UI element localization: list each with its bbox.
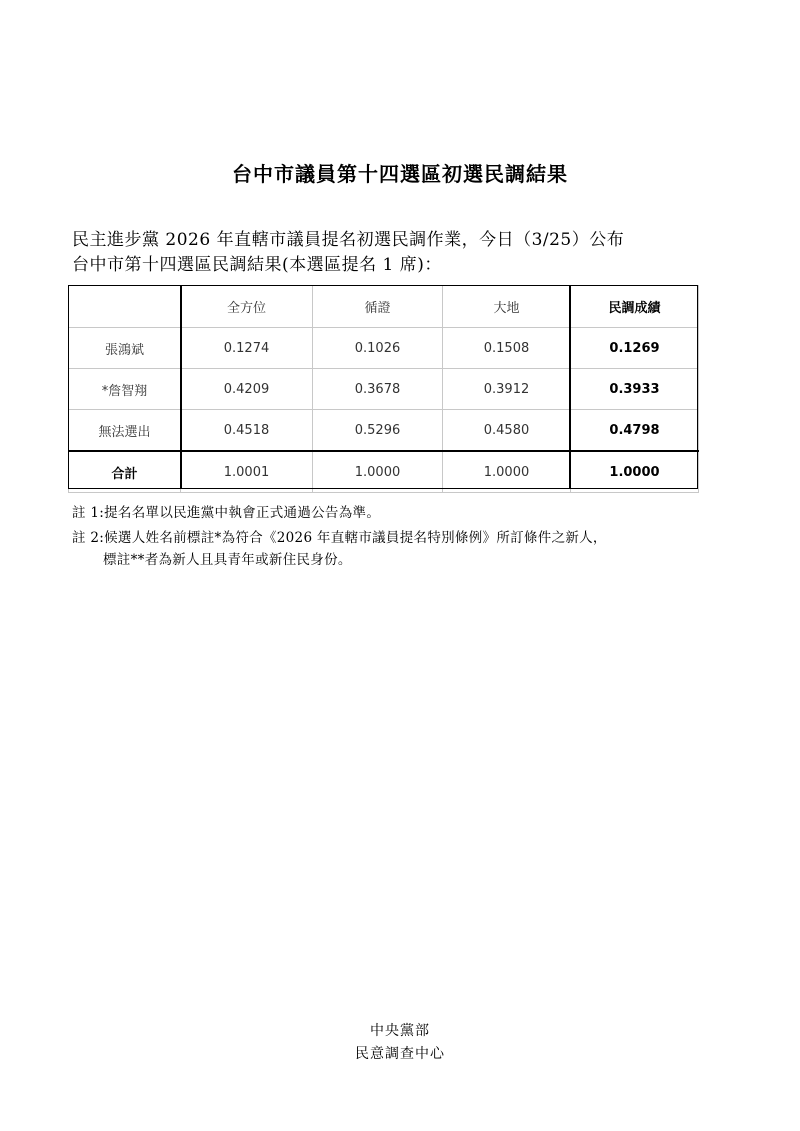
total-score-cell: 1.0000: [571, 451, 699, 493]
header-poll-score: 民調成績: [571, 286, 699, 328]
score-cell: 0.3933: [571, 369, 699, 410]
header-dadi: 大地: [443, 286, 571, 328]
table-total-row: [69, 451, 699, 493]
table-header-row: [69, 286, 699, 328]
candidate-name: *詹智翔: [69, 369, 181, 410]
table-row: [69, 328, 699, 369]
header-quanfangwei: 全方位: [181, 286, 313, 328]
total-value-cell: 1.0000: [443, 451, 571, 493]
table-row: [69, 410, 699, 452]
score-cell: 0.1269: [571, 328, 699, 369]
table-score-column-divider: [569, 285, 571, 489]
document-title: 台中市議員第十四選區初選民調結果: [232, 162, 568, 186]
value-cell: 0.1274: [181, 328, 313, 369]
value-cell: 0.1026: [313, 328, 443, 369]
footer-department: 中央黨部: [370, 1023, 430, 1039]
value-cell: 0.4518: [181, 410, 313, 452]
candidate-name: 無法選出: [69, 410, 181, 452]
header-empty-cell: [69, 286, 181, 328]
total-label: 合計: [69, 451, 181, 493]
value-cell: 0.3912: [443, 369, 571, 410]
value-cell: 0.1508: [443, 328, 571, 369]
total-value-cell: 1.0001: [181, 451, 313, 493]
note-2-line-2: 標註**者為新人且具青年或新住民身份。: [103, 552, 352, 568]
intro-line-1: 民主進步黨 2026 年直轄市議員提名初選民調作業，今日（3/25）公布: [72, 230, 625, 250]
table-row: [69, 369, 699, 410]
total-value-cell: 1.0000: [313, 451, 443, 493]
candidate-name: 張鴻斌: [69, 328, 181, 369]
value-cell: 0.4580: [443, 410, 571, 452]
footer-center: 民意調查中心: [355, 1046, 445, 1062]
header-xunzheng: 循證: [313, 286, 443, 328]
note-2-line-1: 註 2:候選人姓名前標註*為符合《2026 年直轄市議員提名特別條例》所訂條件之新人，: [72, 530, 607, 546]
note-1: 註 1:提名名單以民進黨中執會正式通過公告為準。: [72, 505, 381, 521]
value-cell: 0.3678: [313, 369, 443, 410]
value-cell: 0.4209: [181, 369, 313, 410]
table-name-column-divider: [180, 285, 182, 489]
intro-line-2: 台中市第十四選區民調結果(本選區提名 1 席)：: [72, 255, 442, 275]
score-cell: 0.4798: [571, 410, 699, 452]
poll-results-table: [68, 285, 699, 493]
value-cell: 0.5296: [313, 410, 443, 452]
